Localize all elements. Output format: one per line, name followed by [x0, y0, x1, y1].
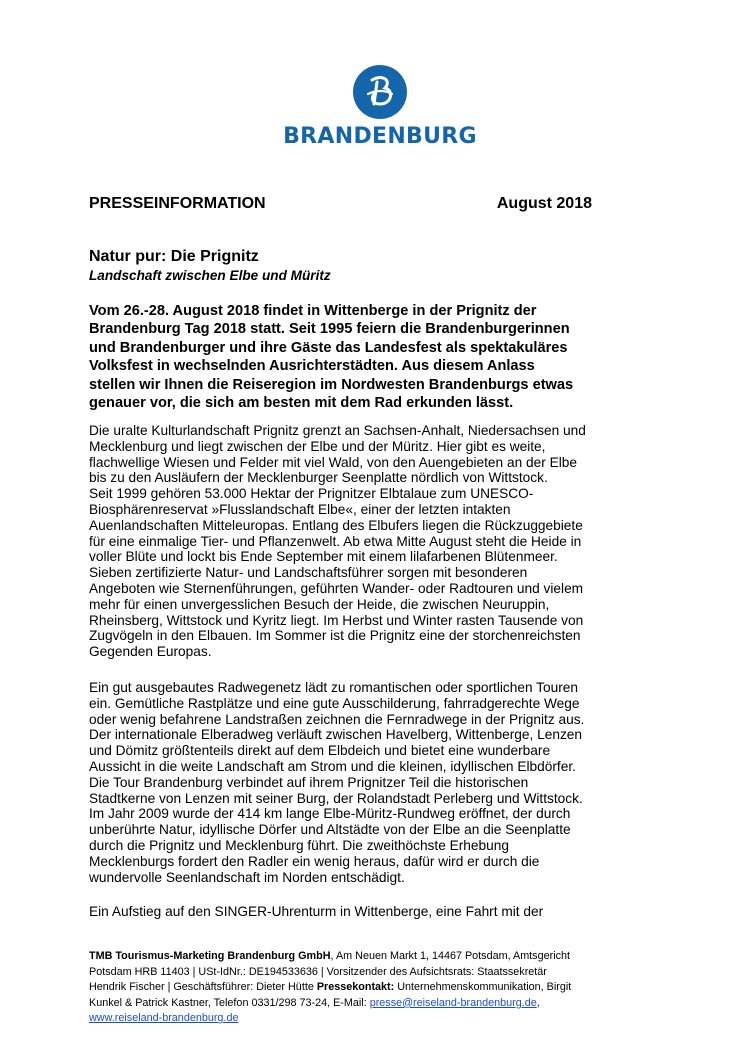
text-line: Angeboten wie Sternenführungen, geführten Wander- oder Radtouren und vielem: [89, 580, 584, 596]
footer-line-5: [89, 1011, 599, 1027]
body-paragraph-3: [89, 904, 595, 920]
text-line: wundervolle Seenlandschaft im Norden entschädigt.: [89, 869, 405, 885]
text-line: und Dömitz größtenteils direkt auf dem Elbdeich und bietet eine wunderbare: [89, 743, 551, 759]
text-line: bis zu den Ausläufern der Mecklenburger Seenplatte nördlich von Wittstock.: [89, 470, 548, 486]
text-line: Rheinsberg, Wittstock und Kyritz liegt. Im Herbst und Winter rasten Tausende von: [89, 612, 584, 628]
text-line: Aussicht in die weite Landschaft am Strom und die kleinen, idyllischen Elbdörfer.: [89, 758, 576, 774]
text-line: Biosphärenreservat »Flusslandschaft Elbe«, einer der letzten intakten: [89, 501, 511, 517]
text-line: für eine einmalige Tier- und Pflanzenwelt. Ab etwa Mitte August steht die Heide in: [89, 533, 582, 549]
press-date: August 2018: [496, 195, 592, 212]
website-link[interactable]: www.reiseland-brandenburg.de: [89, 1012, 239, 1025]
footer-line-4: Kunkel & Patrick Kastner, Telefon 0331/298 73-24, E-Mail: presse@reiseland-brandenburg.de,: [89, 996, 540, 1009]
email-link[interactable]: presse@reiseland-brandenburg.de: [369, 996, 537, 1009]
footer-company: TMB Tourismus-Marketing Brandenburg GmbH: [89, 950, 331, 962]
page-subtitle: Landschaft zwischen Elbe und Müritz: [89, 268, 331, 283]
text-line: Gegenden Europas.: [89, 644, 212, 660]
text-line: Ein Aufstieg auf den SINGER-Uhrenturm in Wittenberge, eine Fahrt mit der: [89, 904, 544, 919]
text-line: Auenlandschaften Mitteleuropas. Entlang des Elbufers liegen die Rückzuggebiete: [89, 517, 583, 533]
text-line: Im Jahr 2009 wurde der 414 km lange Elbe-Müritz-Rundweg eröffnet, der durch: [89, 806, 571, 822]
page-title: Natur pur: Die Prignitz: [89, 248, 259, 265]
lead-paragraph: [89, 302, 595, 412]
footer-imprint: [89, 949, 599, 1027]
lead-line: Vom 26.-28. August 2018 findet in Wittenberge in der Prignitz der: [89, 303, 537, 319]
lead-line: stellen wir Ihnen die Reiseregion im Nordwesten Brandenburgs etwas: [89, 376, 574, 393]
text-line: Der internationale Elberadweg verläuft zwischen Havelberg, Wittenberge, Lenzen: [89, 727, 583, 743]
text-line: Zugvögeln in den Elbauen. Im Sommer ist die Prignitz eine der storchenreichsten: [89, 628, 581, 644]
text-line: oder wenig befahrene Landstraßen zeichnen die Fernradwege in der Prignitz aus.: [89, 711, 585, 727]
lead-line: Volksfest in wechselnden Ausrichterstädten. Aus diesem Anlass: [89, 358, 535, 375]
brandenburg-wordmark: BRANDENBURG: [283, 124, 477, 149]
text-line: Sieben zertifizierte Natur- und Landschaftsführer sorgen mit besonderen: [89, 565, 528, 581]
lead-line: genauer vor, die sich am besten mit dem Rad erkunden lässt.: [89, 395, 514, 412]
text-line: durch die Prignitz und Mecklenburg führt. Die zweithöchste Erhebung: [89, 837, 509, 853]
lead-line: und Brandenburger und ihre Gäste das Landesfest als spektakuläres: [89, 339, 568, 356]
text-line: Ein gut ausgebautes Radwegenetz lädt zu romantischen oder sportlichen Touren: [89, 680, 579, 695]
text-line: Mecklenburgs fordert den Radler ein wenig heraus, dafür wird er durch die: [89, 853, 540, 869]
press-label: PRESSEINFORMATION: [89, 195, 266, 212]
press-header: [89, 195, 592, 213]
text-line: mehr für einen unvergesslichen Besuch der Heide, die zwischen Neuruppin,: [89, 596, 550, 612]
text-line: flachwellige Wiesen und Felder mit viel Wald, von den Auengebieten an der Elbe: [89, 454, 577, 470]
text-line: Die Tour Brandenburg verbindet auf ihrem Prignitzer Teil die historischen: [89, 774, 529, 790]
text-line: Die uralte Kulturlandschaft Prignitz grenzt an Sachsen-Anhalt, Niedersachsen und: [89, 423, 586, 438]
brandenburg-emblem-icon: [352, 64, 408, 120]
body-paragraph-2: [89, 680, 595, 885]
footer-line-1: TMB Tourismus-Marketing Brandenburg GmbH, Am Neuen Markt 1, 14467 Potsdam, Amtsgericht: [89, 950, 570, 962]
body-paragraph-1: [89, 423, 595, 660]
text-line: unberührte Natur, idyllische Dörfer und Altstädte von der Elbe an die Seenplatte: [89, 822, 571, 838]
text-line: Seit 1999 gehören 53.000 Hektar der Prignitzer Elbtalaue zum UNESCO-: [89, 486, 534, 502]
lead-line: Brandenburg Tag 2018 statt. Seit 1995 feiern die Brandenburgerinnen: [89, 321, 570, 338]
brandenburg-logo: [280, 64, 480, 149]
text-line: ein. Gemütliche Rastplätze und eine gute Ausschilderung, fahrradgerechte Wege: [89, 695, 580, 711]
footer-line-2: Potsdam HRB 11403 | USt-IdNr.: DE194533636 | Vorsitzender des Aufsichtsrats: Staatssekretär: [89, 965, 547, 978]
footer-line-3: Hendrik Fischer | Geschäftsführer: Dieter Hütte Pressekontakt: Unternehmenskommunikation, Birgit: [89, 981, 572, 994]
press-contact-label: Pressekontakt:: [316, 981, 395, 994]
text-line: Mecklenburg und liegt zwischen der Elbe und der Müritz. Hier gibt es weite,: [89, 438, 546, 454]
text-line: Stadtkerne von Lenzen mit seiner Burg, der Rolandstadt Perleberg und Wittstock.: [89, 790, 583, 806]
text-line: voller Blüte und lockt bis Ende September mit einem lilafarbenen Blütenmeer.: [89, 549, 558, 565]
